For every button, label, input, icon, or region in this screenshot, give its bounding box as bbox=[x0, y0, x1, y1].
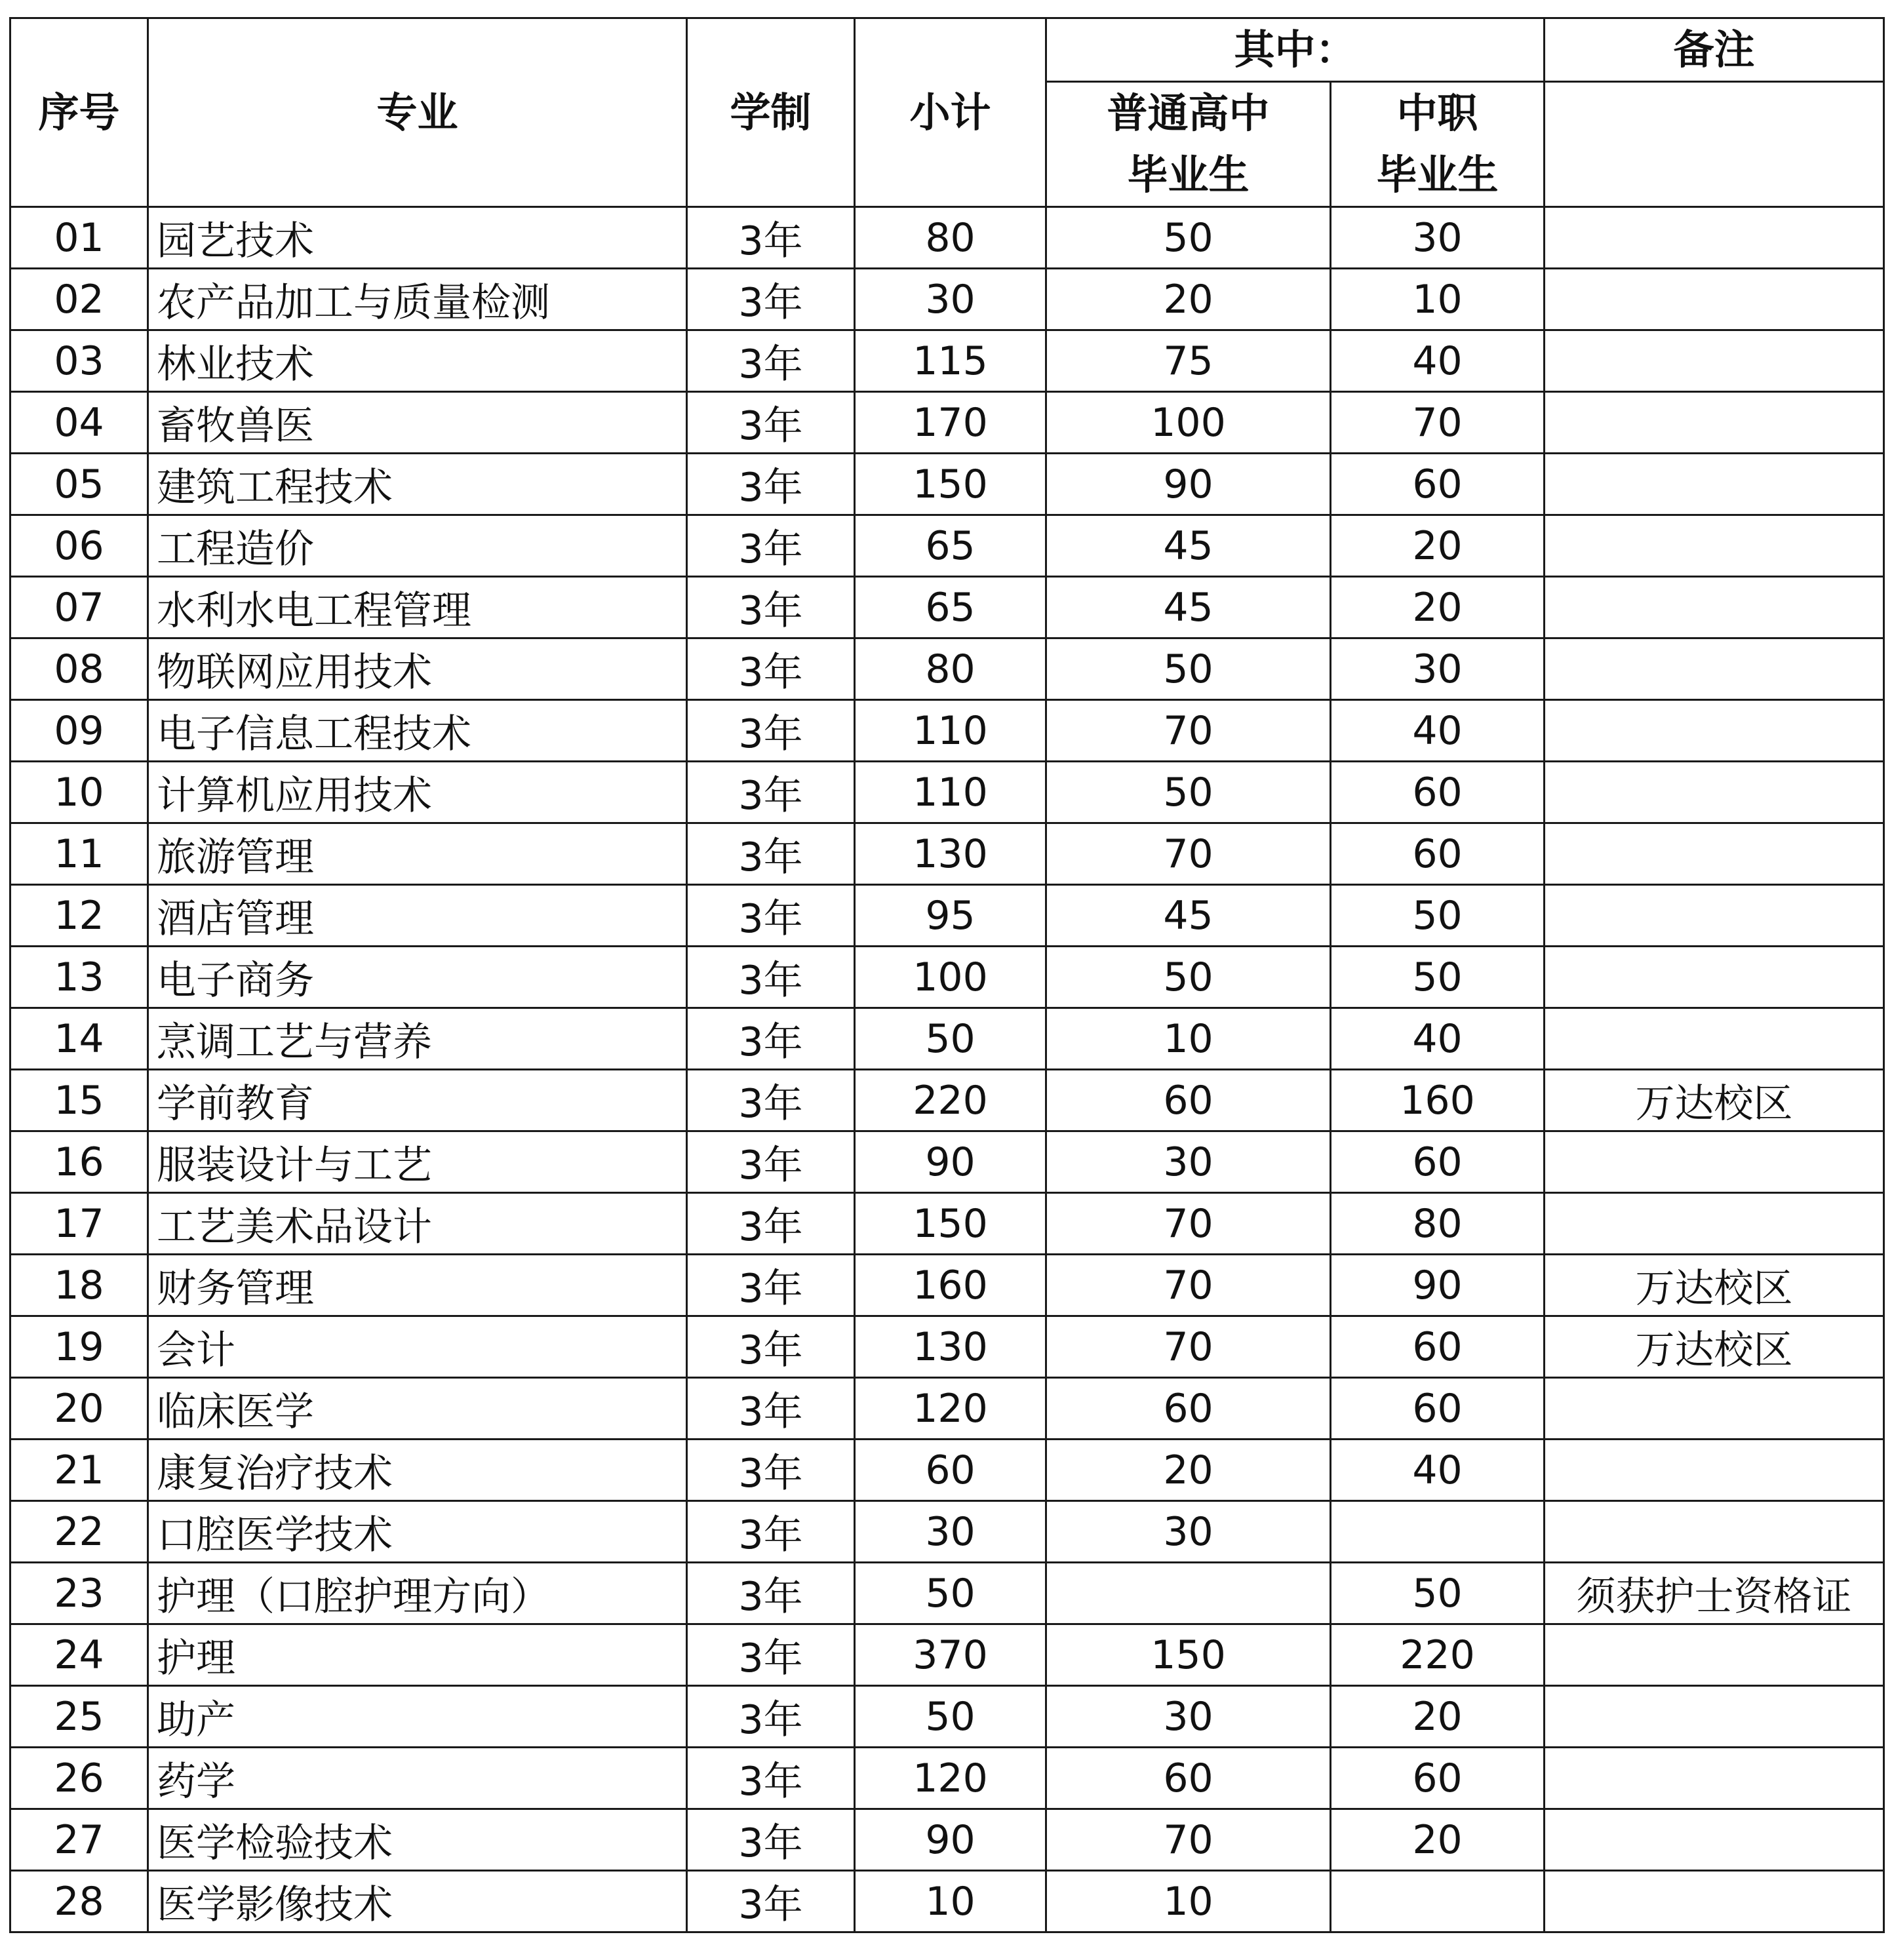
cell-subtotal: 100 bbox=[855, 947, 1046, 1008]
cell-general-hs: 60 bbox=[1046, 1748, 1331, 1809]
cell-general-hs: 60 bbox=[1046, 1378, 1331, 1440]
cell-note: 万达校区 bbox=[1545, 1255, 1884, 1316]
table-row bbox=[10, 885, 1884, 947]
cell-note: 须获护士资格证 bbox=[1545, 1563, 1884, 1624]
cell-vocational: 10 bbox=[1331, 269, 1545, 330]
cell-major: 畜牧兽医 bbox=[148, 392, 687, 454]
cell-note bbox=[1545, 1686, 1884, 1748]
cell-duration: 3年 bbox=[687, 1686, 855, 1748]
table-row bbox=[10, 1193, 1884, 1255]
cell-general-hs: 10 bbox=[1046, 1008, 1331, 1070]
header-major: 专业 bbox=[148, 18, 687, 207]
table-row bbox=[10, 1871, 1884, 1932]
cell-note bbox=[1545, 454, 1884, 515]
cell-subtotal: 80 bbox=[855, 638, 1046, 700]
cell-duration: 3年 bbox=[687, 700, 855, 762]
cell-general-hs: 100 bbox=[1046, 392, 1331, 454]
cell-duration: 3年 bbox=[687, 392, 855, 454]
cell-seq: 14 bbox=[10, 1008, 148, 1070]
cell-vocational: 60 bbox=[1331, 823, 1545, 885]
cell-seq: 10 bbox=[10, 762, 148, 823]
cell-major: 旅游管理 bbox=[148, 823, 687, 885]
table-row bbox=[10, 638, 1884, 700]
cell-duration: 3年 bbox=[687, 1809, 855, 1871]
cell-duration: 3年 bbox=[687, 1193, 855, 1255]
cell-vocational: 60 bbox=[1331, 1131, 1545, 1193]
cell-note bbox=[1545, 1378, 1884, 1440]
cell-note bbox=[1545, 1440, 1884, 1501]
cell-duration: 3年 bbox=[687, 762, 855, 823]
cell-subtotal: 10 bbox=[855, 1871, 1046, 1932]
header-vocational bbox=[1331, 82, 1545, 207]
cell-vocational: 20 bbox=[1331, 577, 1545, 638]
cell-general-hs: 70 bbox=[1046, 1316, 1331, 1378]
cell-general-hs: 50 bbox=[1046, 947, 1331, 1008]
table-row bbox=[10, 1316, 1884, 1378]
cell-seq: 21 bbox=[10, 1440, 148, 1501]
header-duration: 学制 bbox=[687, 18, 855, 207]
cell-duration: 3年 bbox=[687, 1563, 855, 1624]
cell-major: 助产 bbox=[148, 1686, 687, 1748]
cell-seq: 16 bbox=[10, 1131, 148, 1193]
cell-major: 工艺美术品设计 bbox=[148, 1193, 687, 1255]
header-general-hs-line1: 普通高中 bbox=[1107, 89, 1270, 137]
table-row bbox=[10, 392, 1884, 454]
cell-vocational: 60 bbox=[1331, 1748, 1545, 1809]
cell-general-hs: 50 bbox=[1046, 762, 1331, 823]
cell-general-hs bbox=[1046, 1563, 1331, 1624]
cell-duration: 3年 bbox=[687, 577, 855, 638]
cell-subtotal: 130 bbox=[855, 823, 1046, 885]
cell-seq: 11 bbox=[10, 823, 148, 885]
cell-general-hs: 30 bbox=[1046, 1501, 1331, 1563]
header-remarks-blank bbox=[1545, 82, 1884, 207]
cell-seq: 09 bbox=[10, 700, 148, 762]
cell-duration: 3年 bbox=[687, 1070, 855, 1131]
cell-vocational bbox=[1331, 1871, 1545, 1932]
cell-general-hs: 70 bbox=[1046, 700, 1331, 762]
cell-major: 林业技术 bbox=[148, 330, 687, 392]
cell-duration: 3年 bbox=[687, 1378, 855, 1440]
cell-duration: 3年 bbox=[687, 1440, 855, 1501]
table-row bbox=[10, 207, 1884, 269]
cell-general-hs: 70 bbox=[1046, 1193, 1331, 1255]
cell-seq: 13 bbox=[10, 947, 148, 1008]
table-row bbox=[10, 1501, 1884, 1563]
cell-vocational: 60 bbox=[1331, 1378, 1545, 1440]
cell-subtotal: 170 bbox=[855, 392, 1046, 454]
cell-duration: 3年 bbox=[687, 1008, 855, 1070]
cell-subtotal: 50 bbox=[855, 1686, 1046, 1748]
cell-major: 护理 bbox=[148, 1624, 687, 1686]
cell-subtotal: 110 bbox=[855, 762, 1046, 823]
cell-note bbox=[1545, 885, 1884, 947]
cell-note: 万达校区 bbox=[1545, 1070, 1884, 1131]
cell-vocational: 40 bbox=[1331, 700, 1545, 762]
header-row-top bbox=[10, 18, 1884, 82]
cell-vocational: 30 bbox=[1331, 207, 1545, 269]
cell-major: 农产品加工与质量检测 bbox=[148, 269, 687, 330]
cell-subtotal: 130 bbox=[855, 1316, 1046, 1378]
cell-duration: 3年 bbox=[687, 1316, 855, 1378]
table-row bbox=[10, 515, 1884, 577]
cell-vocational: 20 bbox=[1331, 515, 1545, 577]
cell-subtotal: 150 bbox=[855, 1193, 1046, 1255]
table-row bbox=[10, 577, 1884, 638]
cell-general-hs: 30 bbox=[1046, 1131, 1331, 1193]
cell-note bbox=[1545, 1748, 1884, 1809]
cell-note bbox=[1545, 638, 1884, 700]
cell-duration: 3年 bbox=[687, 823, 855, 885]
cell-note bbox=[1545, 1193, 1884, 1255]
cell-major: 临床医学 bbox=[148, 1378, 687, 1440]
cell-note bbox=[1545, 1501, 1884, 1563]
cell-subtotal: 90 bbox=[855, 1809, 1046, 1871]
cell-major: 药学 bbox=[148, 1748, 687, 1809]
cell-note bbox=[1545, 577, 1884, 638]
cell-subtotal: 90 bbox=[855, 1131, 1046, 1193]
table-row bbox=[10, 1624, 1884, 1686]
cell-general-hs: 75 bbox=[1046, 330, 1331, 392]
cell-seq: 12 bbox=[10, 885, 148, 947]
cell-major: 学前教育 bbox=[148, 1070, 687, 1131]
header-general-hs bbox=[1046, 82, 1331, 207]
cell-seq: 23 bbox=[10, 1563, 148, 1624]
cell-seq: 05 bbox=[10, 454, 148, 515]
cell-note bbox=[1545, 269, 1884, 330]
cell-subtotal: 95 bbox=[855, 885, 1046, 947]
cell-seq: 25 bbox=[10, 1686, 148, 1748]
cell-note bbox=[1545, 947, 1884, 1008]
cell-subtotal: 220 bbox=[855, 1070, 1046, 1131]
cell-seq: 17 bbox=[10, 1193, 148, 1255]
cell-general-hs: 50 bbox=[1046, 207, 1331, 269]
cell-note bbox=[1545, 700, 1884, 762]
table-row bbox=[10, 454, 1884, 515]
table-row bbox=[10, 1563, 1884, 1624]
cell-subtotal: 150 bbox=[855, 454, 1046, 515]
header-remarks: 备注 bbox=[1545, 18, 1884, 82]
cell-duration: 3年 bbox=[687, 1871, 855, 1932]
cell-note bbox=[1545, 823, 1884, 885]
cell-vocational: 60 bbox=[1331, 454, 1545, 515]
cell-subtotal: 30 bbox=[855, 1501, 1046, 1563]
table-row bbox=[10, 1686, 1884, 1748]
cell-general-hs: 10 bbox=[1046, 1871, 1331, 1932]
cell-seq: 24 bbox=[10, 1624, 148, 1686]
cell-vocational: 40 bbox=[1331, 330, 1545, 392]
cell-seq: 20 bbox=[10, 1378, 148, 1440]
cell-major: 医学检验技术 bbox=[148, 1809, 687, 1871]
cell-seq: 28 bbox=[10, 1871, 148, 1932]
cell-seq: 03 bbox=[10, 330, 148, 392]
header-seq: 序号 bbox=[10, 18, 148, 207]
cell-duration: 3年 bbox=[687, 885, 855, 947]
cell-duration: 3年 bbox=[687, 330, 855, 392]
cell-vocational: 70 bbox=[1331, 392, 1545, 454]
cell-duration: 3年 bbox=[687, 454, 855, 515]
cell-note bbox=[1545, 515, 1884, 577]
cell-seq: 07 bbox=[10, 577, 148, 638]
cell-general-hs: 150 bbox=[1046, 1624, 1331, 1686]
cell-vocational: 20 bbox=[1331, 1686, 1545, 1748]
cell-subtotal: 50 bbox=[855, 1008, 1046, 1070]
cell-general-hs: 90 bbox=[1046, 454, 1331, 515]
cell-major: 水利水电工程管理 bbox=[148, 577, 687, 638]
cell-general-hs: 30 bbox=[1046, 1686, 1331, 1748]
cell-duration: 3年 bbox=[687, 947, 855, 1008]
header-vocational-line1: 中职 bbox=[1396, 89, 1478, 137]
cell-subtotal: 65 bbox=[855, 577, 1046, 638]
table-row bbox=[10, 823, 1884, 885]
cell-general-hs: 45 bbox=[1046, 515, 1331, 577]
table-row bbox=[10, 1809, 1884, 1871]
cell-subtotal: 80 bbox=[855, 207, 1046, 269]
cell-vocational: 40 bbox=[1331, 1008, 1545, 1070]
table-row bbox=[10, 1255, 1884, 1316]
cell-duration: 3年 bbox=[687, 1748, 855, 1809]
cell-vocational: 160 bbox=[1331, 1070, 1545, 1131]
table-row bbox=[10, 1008, 1884, 1070]
cell-vocational: 40 bbox=[1331, 1440, 1545, 1501]
cell-note bbox=[1545, 207, 1884, 269]
cell-seq: 18 bbox=[10, 1255, 148, 1316]
cell-duration: 3年 bbox=[687, 1624, 855, 1686]
cell-note: 万达校区 bbox=[1545, 1316, 1884, 1378]
cell-major: 园艺技术 bbox=[148, 207, 687, 269]
cell-seq: 06 bbox=[10, 515, 148, 577]
cell-note bbox=[1545, 1871, 1884, 1932]
cell-duration: 3年 bbox=[687, 638, 855, 700]
cell-note bbox=[1545, 1624, 1884, 1686]
cell-vocational bbox=[1331, 1501, 1545, 1563]
cell-vocational: 60 bbox=[1331, 762, 1545, 823]
cell-seq: 01 bbox=[10, 207, 148, 269]
cell-vocational: 90 bbox=[1331, 1255, 1545, 1316]
cell-general-hs: 70 bbox=[1046, 1809, 1331, 1871]
cell-general-hs: 50 bbox=[1046, 638, 1331, 700]
cell-subtotal: 120 bbox=[855, 1748, 1046, 1809]
cell-seq: 08 bbox=[10, 638, 148, 700]
cell-major: 酒店管理 bbox=[148, 885, 687, 947]
cell-subtotal: 115 bbox=[855, 330, 1046, 392]
table-row bbox=[10, 330, 1884, 392]
table-row bbox=[10, 269, 1884, 330]
cell-major: 物联网应用技术 bbox=[148, 638, 687, 700]
cell-seq: 02 bbox=[10, 269, 148, 330]
header-vocational-line2: 毕业生 bbox=[1376, 151, 1499, 199]
cell-duration: 3年 bbox=[687, 1501, 855, 1563]
table-body bbox=[10, 207, 1884, 1932]
cell-major: 烹调工艺与营养 bbox=[148, 1008, 687, 1070]
cell-general-hs: 45 bbox=[1046, 885, 1331, 947]
cell-note bbox=[1545, 330, 1884, 392]
cell-subtotal: 65 bbox=[855, 515, 1046, 577]
cell-major: 财务管理 bbox=[148, 1255, 687, 1316]
header-of-which: 其中： bbox=[1046, 18, 1545, 82]
cell-seq: 27 bbox=[10, 1809, 148, 1871]
cell-seq: 22 bbox=[10, 1501, 148, 1563]
cell-duration: 3年 bbox=[687, 207, 855, 269]
cell-note bbox=[1545, 1809, 1884, 1871]
cell-seq: 26 bbox=[10, 1748, 148, 1809]
cell-vocational: 60 bbox=[1331, 1316, 1545, 1378]
cell-general-hs: 45 bbox=[1046, 577, 1331, 638]
cell-general-hs: 60 bbox=[1046, 1070, 1331, 1131]
table-row bbox=[10, 1378, 1884, 1440]
table-row bbox=[10, 1748, 1884, 1809]
cell-major: 会计 bbox=[148, 1316, 687, 1378]
cell-note bbox=[1545, 1131, 1884, 1193]
table-row bbox=[10, 700, 1884, 762]
cell-seq: 19 bbox=[10, 1316, 148, 1378]
cell-vocational: 50 bbox=[1331, 885, 1545, 947]
cell-seq: 04 bbox=[10, 392, 148, 454]
table-row bbox=[10, 1070, 1884, 1131]
cell-vocational: 20 bbox=[1331, 1809, 1545, 1871]
cell-subtotal: 60 bbox=[855, 1440, 1046, 1501]
cell-duration: 3年 bbox=[687, 1255, 855, 1316]
cell-duration: 3年 bbox=[687, 269, 855, 330]
cell-subtotal: 370 bbox=[855, 1624, 1046, 1686]
cell-note bbox=[1545, 392, 1884, 454]
cell-note bbox=[1545, 1008, 1884, 1070]
cell-major: 电子信息工程技术 bbox=[148, 700, 687, 762]
cell-subtotal: 50 bbox=[855, 1563, 1046, 1624]
cell-major: 服装设计与工艺 bbox=[148, 1131, 687, 1193]
cell-general-hs: 20 bbox=[1046, 1440, 1331, 1501]
header-subtotal: 小计 bbox=[855, 18, 1046, 207]
enrollment-plan-table bbox=[9, 17, 1885, 1933]
cell-vocational: 220 bbox=[1331, 1624, 1545, 1686]
cell-major: 护理（口腔护理方向） bbox=[148, 1563, 687, 1624]
cell-major: 康复治疗技术 bbox=[148, 1440, 687, 1501]
cell-note bbox=[1545, 762, 1884, 823]
cell-duration: 3年 bbox=[687, 515, 855, 577]
cell-major: 口腔医学技术 bbox=[148, 1501, 687, 1563]
cell-general-hs: 70 bbox=[1046, 1255, 1331, 1316]
cell-general-hs: 70 bbox=[1046, 823, 1331, 885]
cell-subtotal: 120 bbox=[855, 1378, 1046, 1440]
cell-major: 计算机应用技术 bbox=[148, 762, 687, 823]
cell-duration: 3年 bbox=[687, 1131, 855, 1193]
table-row bbox=[10, 1440, 1884, 1501]
table-row bbox=[10, 762, 1884, 823]
cell-vocational: 80 bbox=[1331, 1193, 1545, 1255]
cell-subtotal: 30 bbox=[855, 269, 1046, 330]
cell-vocational: 30 bbox=[1331, 638, 1545, 700]
table-row bbox=[10, 947, 1884, 1008]
cell-vocational: 50 bbox=[1331, 1563, 1545, 1624]
cell-major: 建筑工程技术 bbox=[148, 454, 687, 515]
cell-major: 医学影像技术 bbox=[148, 1871, 687, 1932]
cell-vocational: 50 bbox=[1331, 947, 1545, 1008]
table-row bbox=[10, 1131, 1884, 1193]
header-general-hs-line2: 毕业生 bbox=[1127, 151, 1250, 199]
cell-general-hs: 20 bbox=[1046, 269, 1331, 330]
cell-major: 电子商务 bbox=[148, 947, 687, 1008]
cell-major: 工程造价 bbox=[148, 515, 687, 577]
cell-subtotal: 110 bbox=[855, 700, 1046, 762]
cell-seq: 15 bbox=[10, 1070, 148, 1131]
cell-subtotal: 160 bbox=[855, 1255, 1046, 1316]
